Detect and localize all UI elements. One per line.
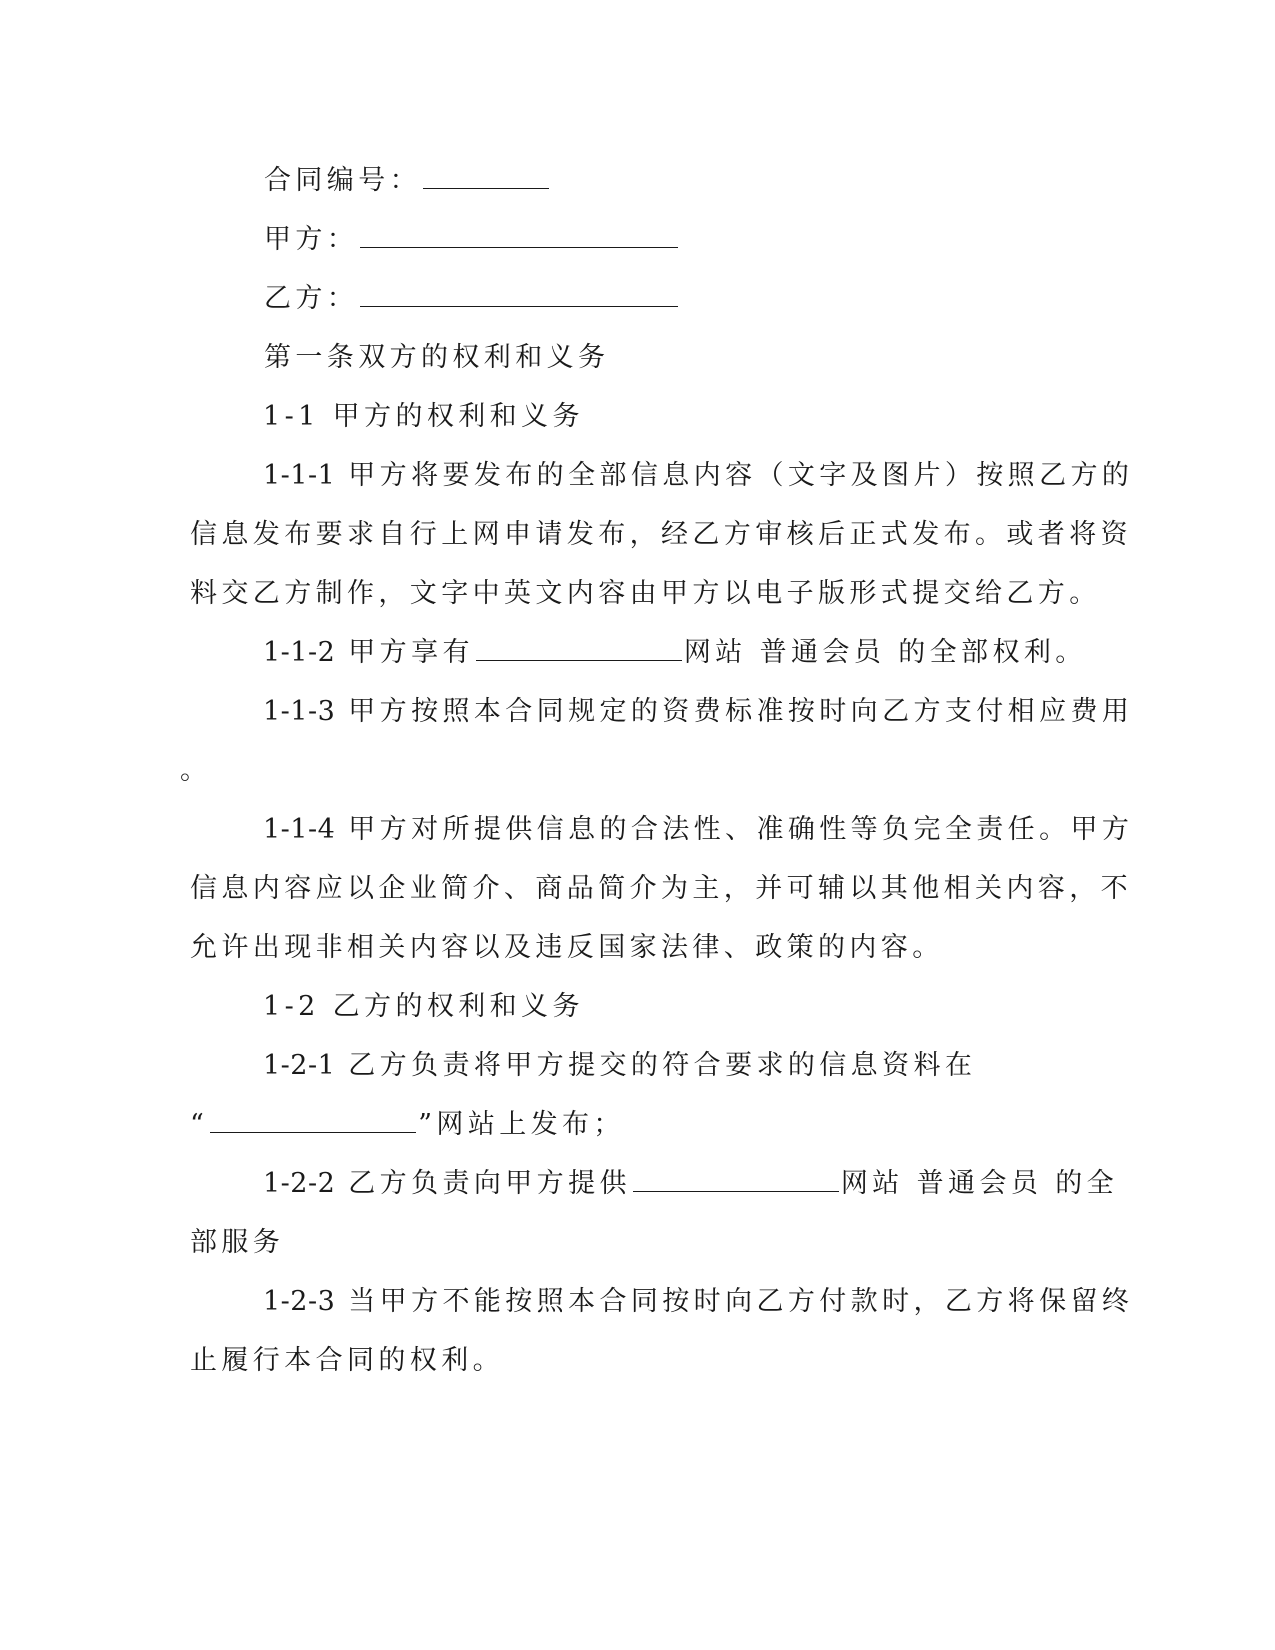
- clause-1-2-3-line-1: [263, 1285, 1133, 1319]
- website-name-blank: [476, 636, 682, 661]
- clause-number: 1-1-2: [263, 637, 336, 668]
- clause-text: 网站 普通会员 的全部权利。: [683, 637, 1087, 668]
- website-name-blank: [210, 1108, 416, 1133]
- clause-number: 1-1-4: [263, 814, 336, 845]
- clause-text: 乙方负责将甲方提交的符合要求的信息资料在: [335, 1050, 977, 1081]
- clause-text: 乙方负责向甲方提供: [335, 1168, 631, 1199]
- party-a-label: 甲方：: [264, 224, 359, 255]
- party-a-line: [264, 223, 680, 257]
- clause-1-1-1-line-2: 信息发布要求自行上网申请发布，经乙方审核后正式发布。或者将资: [190, 519, 1132, 550]
- contract-number-label: 合同编号：: [264, 165, 421, 196]
- party-b-label: 乙方：: [264, 283, 359, 314]
- clause-number: 1-1-1: [263, 460, 336, 491]
- website-name-blank: [633, 1167, 839, 1192]
- clause-text: 甲方将要发布的全部信息内容（文字及图片）按照乙方的: [335, 460, 1134, 491]
- clause-1-2-3-line-2: 止履行本合同的权利。: [190, 1345, 504, 1376]
- clause-text: 网站 普通会员 的全: [840, 1168, 1119, 1199]
- article-1-title: 第一条双方的权利和义务: [264, 342, 610, 373]
- clause-1-2-1-line-2: [190, 1108, 625, 1142]
- clause-1-1-1-line-1: [263, 459, 1133, 493]
- clause-1-1-1-line-3: 料交乙方制作，文字中英文内容由甲方以电子版形式提交给乙方。: [190, 578, 1101, 609]
- clause-text: ”网站上发布；: [418, 1109, 625, 1140]
- clause-text: 当甲方不能按照本合同按时向乙方付款时，乙方将保留终: [335, 1286, 1134, 1317]
- clause-1-1-4-line-1: [263, 813, 1133, 847]
- clause-number: 1-2-3: [263, 1286, 336, 1317]
- clause-text: 甲方对所提供信息的合法性、准确性等负完全责任。甲方: [335, 814, 1134, 845]
- contract-number-blank: [423, 164, 549, 189]
- clause-text: 甲方享有: [335, 637, 474, 668]
- clause-1-1-4-line-3: 允许出现非相关内容以及违反国家法律、政策的内容。: [190, 932, 944, 963]
- clause-1-2-1-line-1: [263, 1049, 976, 1083]
- clause-1-1-4-line-2: 信息内容应以企业简介、商品简介为主，并可辅以其他相关内容，不: [190, 873, 1132, 904]
- clause-1-2-2-line-2: 部服务: [190, 1227, 285, 1258]
- clause-1-2-2-line-1: [263, 1167, 1118, 1201]
- section-1-2-title: 1-2 乙方的权利和义务: [263, 991, 584, 1022]
- clause-1-1-3-line-2: 。: [180, 755, 212, 786]
- contract-number-line: [264, 164, 551, 198]
- clause-number: 1-2-2: [263, 1168, 336, 1199]
- clause-1-1-2: [263, 636, 1087, 670]
- party-b-blank: [360, 282, 678, 307]
- clause-1-1-3-line-1: [263, 695, 1133, 729]
- party-b-line: [264, 282, 680, 316]
- clause-number: 1-2-1: [263, 1050, 336, 1081]
- party-a-blank: [360, 223, 678, 248]
- clause-number: 1-1-3: [263, 696, 336, 727]
- open-quote: “: [190, 1109, 209, 1140]
- clause-text: 甲方按照本合同规定的资费标准按时向乙方支付相应费用: [335, 696, 1134, 727]
- section-1-1-title: 1-1 甲方的权利和义务: [263, 401, 584, 432]
